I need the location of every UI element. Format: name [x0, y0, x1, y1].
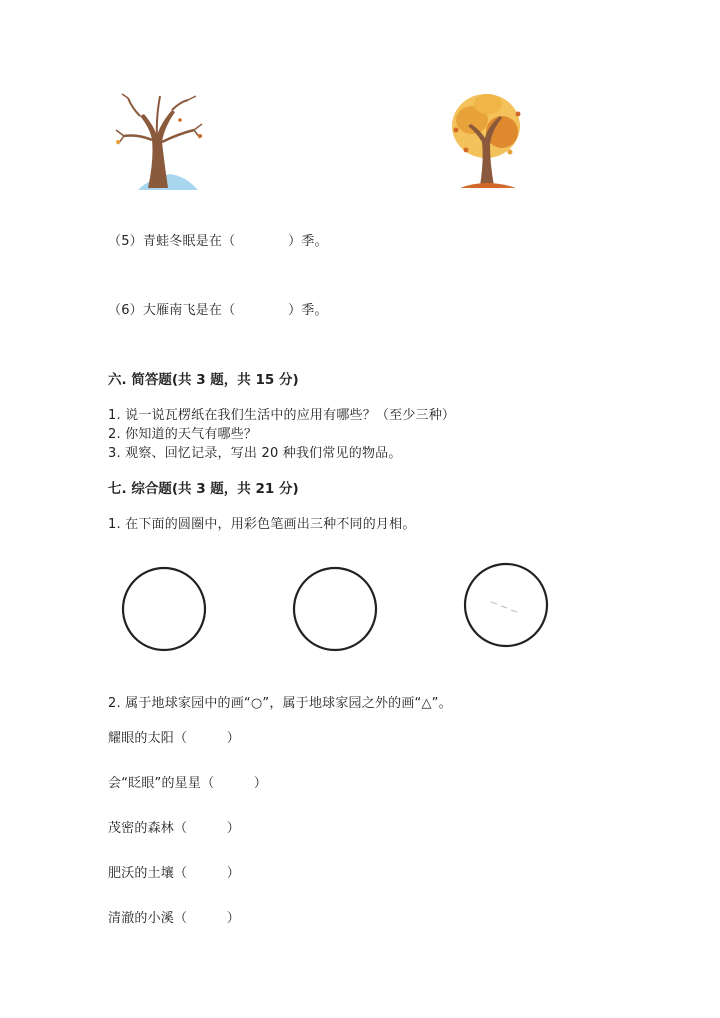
classify-item-1: 耀眼的太阳（ ） — [108, 731, 241, 746]
autumn-tree-illustration — [446, 90, 526, 190]
classify-item-2: 会“眨眼”的星星（ ） — [108, 776, 268, 791]
section6-item-3: 3. 观察、回忆记录，写出 20 种我们常见的物品。 — [108, 446, 402, 461]
moon-circle-3[interactable] — [461, 560, 551, 650]
section6-item-1: 1. 说一说瓦楞纸在我们生活中的应用有哪些？（至少三种） — [108, 408, 456, 423]
moon-circle-1[interactable] — [119, 564, 209, 654]
winter-tree-illustration — [110, 90, 210, 190]
fill-blank-q5: （5）青蛙冬眠是在（ ）季。 — [108, 234, 328, 249]
section7-title: 七. 综合题(共 3 题，共 21 分) — [108, 481, 299, 497]
section7-q2: 2. 属于地球家园中的画“○”，属于地球家园之外的画“△”。 — [108, 696, 452, 711]
classify-item-3: 茂密的森林（ ） — [108, 821, 241, 836]
moon-circle-2[interactable] — [290, 564, 380, 654]
section7-q1: 1. 在下面的圆圈中，用彩色笔画出三种不同的月相。 — [108, 517, 416, 532]
classify-item-4: 肥沃的土壤（ ） — [108, 866, 241, 881]
section6-title: 六. 简答题(共 3 题，共 15 分) — [108, 372, 299, 388]
section6-item-2: 2. 你知道的天气有哪些？ — [108, 427, 258, 442]
classify-item-5: 清澈的小溪（ ） — [108, 911, 241, 926]
fill-blank-q6: （6）大雁南飞是在（ ）季。 — [108, 303, 328, 318]
